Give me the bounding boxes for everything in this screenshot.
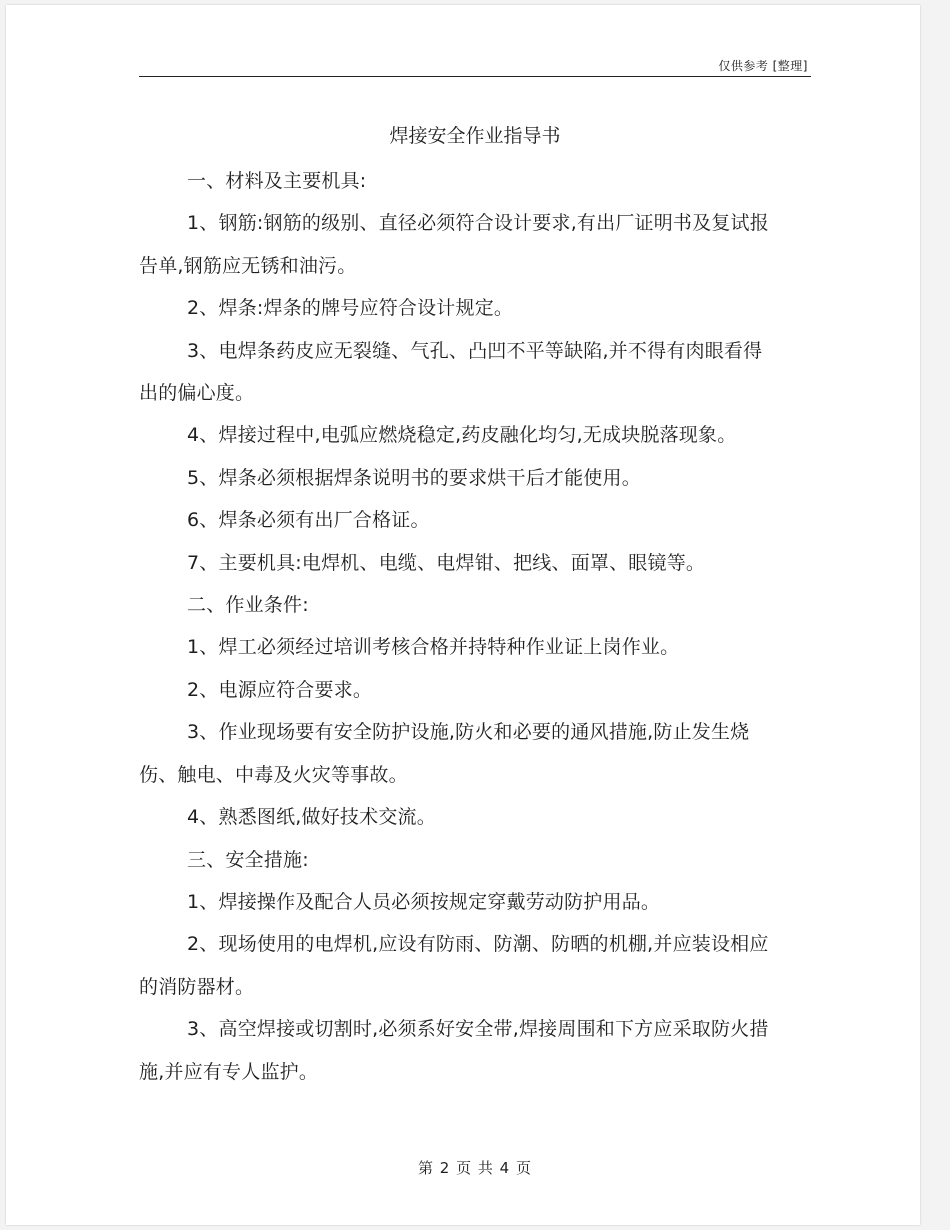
paragraph: 1、焊接操作及配合人员必须按规定穿戴劳动防护用品。 (187, 890, 661, 913)
paragraph: 7、主要机具:电焊机、电缆、电焊钳、把线、面罩、眼镜等。 (187, 551, 706, 574)
paragraph: 4、焊接过程中,电弧应燃烧稳定,药皮融化均匀,无成块脱落现象。 (187, 424, 737, 447)
header-rule (139, 76, 811, 77)
paragraph: 2、电源应符合要求。 (187, 678, 373, 701)
paragraph: 2、现场使用的电焊机,应设有防雨、防潮、防晒的机棚,并应装设相应的消防器材。 (139, 933, 769, 998)
section-heading-materials: 一、材料及主要机具: (187, 170, 367, 192)
document-title: 焊接安全作业指导书 (389, 125, 561, 147)
paragraph: 5、焊条必须根据焊条说明书的要求烘干后才能使用。 (187, 466, 641, 489)
paragraph: 3、电焊条药皮应无裂缝、气孔、凸凹不平等缺陷,并不得有肉眼看得出的偏心度。 (139, 339, 763, 405)
paragraph: 4、熟悉图纸,做好技术交流。 (187, 806, 436, 829)
paragraph: 1、焊工必须经过培训考核合格并持特种作业证上岗作业。 (187, 636, 680, 659)
document-page (6, 5, 920, 1225)
page-number: 第 2 页 共 4 页 (418, 1159, 532, 1177)
header-note: 仅供参考 [整理] (718, 59, 808, 73)
document-body (139, 160, 769, 1093)
section-heading-safety: 三、安全措施: (187, 848, 309, 871)
paragraph: 3、作业现场要有安全防护设施,防火和必要的通风措施,防止发生烧伤、触电、中毒及火灾等事故。 (139, 721, 750, 786)
paragraph: 6、焊条必须有出厂合格证。 (187, 509, 430, 532)
paragraph: 1、钢筋:钢筋的级别、直径必须符合设计要求,有出厂证明书及复试报告单,钢筋应无锈和油污。 (139, 212, 769, 277)
paragraph: 2、焊条:焊条的牌号应符合设计规定。 (187, 297, 514, 320)
section-heading-conditions: 二、作业条件: (187, 594, 309, 617)
paragraph: 3、高空焊接或切割时,必须系好安全带,焊接周围和下方应采取防火措施,并应有专人监护。 (139, 1018, 769, 1083)
